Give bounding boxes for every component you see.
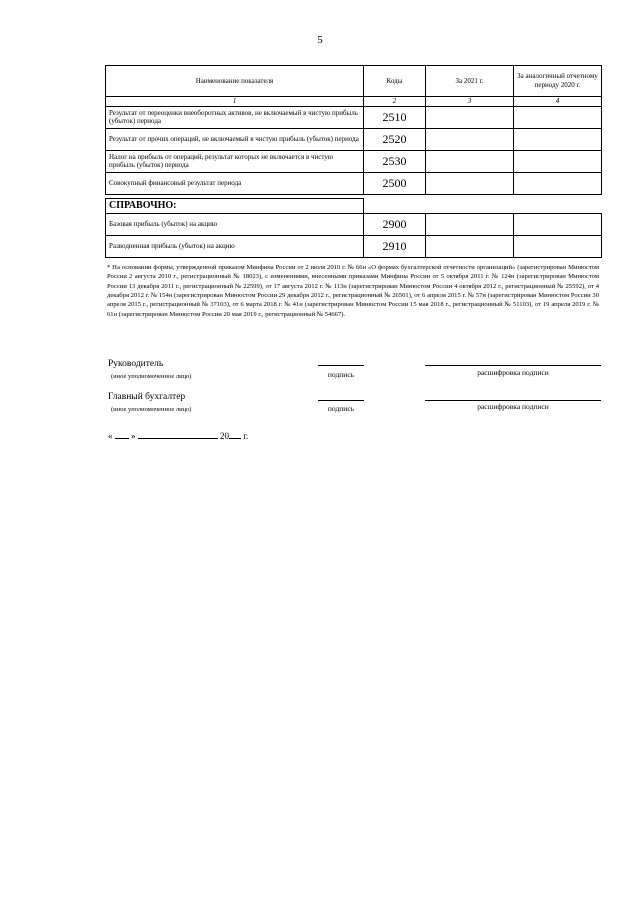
head-role-note: (иное уполномоченное лицо): [111, 373, 192, 380]
row-previous-value[interactable]: [514, 236, 602, 258]
date-day-field[interactable]: [115, 429, 129, 439]
row-previous-value[interactable]: [514, 214, 602, 236]
footnote: * На основании формы, утвержденной приказом Минфина России от 2 июля 2010 г. № 66н «О формах бухгалтерской отчетности организаций» (зарегистрирован Минюстом России 2 августа 2010 г., регистрационный № 18023), с изменениями, внесенными приказами Минфина России от 5 октября 2011 г. № 124н (зарегистрирован Минюстом России 13 декабря 2011 г., регистрационный № 22599), от 17 августа 2012 г. № 113н (зарегистрирован Минюстом России 4 октября 2012 г., регистрационный № 25592), от 4 декабря 2012 г. № 154н (зарегистрирован Минюстом России 29 декабря 2012 г., регистрационный № 26501), от 6 апреля 2015 г. № 57н (зарегистрирован Минюстом России 30 апреля 2015 г., регистрационный № 37103), от 6 марта 2018 г. № 41н (зарегистрирован Минюстом России 15 мая 2018 г., регистрационный № 51103), от 19 апреля 2019 г. № 61н (зарегистрирован Минюстом России 20 мая 2019 г., регистрационный № 54667).: [107, 264, 599, 318]
row-name: Разводненная прибыль (убыток) на акцию: [106, 236, 364, 258]
reference-section-title: СПРАВОЧНО:: [106, 198, 364, 214]
table-row: [106, 106, 602, 128]
accountant-role-note: (иное уполномоченное лицо): [111, 406, 192, 413]
header-previous-period: За аналогичный отчетному периоду 2020 г.: [514, 66, 602, 97]
table-row: [106, 172, 602, 194]
row-name: Налог на прибыль от операций, результат которых не включается в чистую прибыль (убыток) периода: [106, 150, 364, 172]
date-month-field[interactable]: [138, 429, 218, 439]
row-code: 2500: [364, 172, 426, 194]
accountant-role: Главный бухгалтер: [108, 392, 186, 402]
date-year-prefix: 20: [220, 431, 229, 441]
row-code: 2530: [364, 150, 426, 172]
row-current-value[interactable]: [426, 150, 514, 172]
column-index: 1: [106, 97, 364, 107]
header-current-period: За 2021 г.: [426, 66, 514, 97]
page-number: 5: [317, 34, 323, 46]
row-name: Результат от переоценки внеоборотных активов, не включаемый в чистую прибыль (убыток) периода: [106, 106, 364, 128]
head-decode-line[interactable]: [425, 365, 601, 366]
column-index-row: [106, 97, 602, 107]
head-signature-caption: подпись: [327, 370, 355, 379]
header-name: Наименование показателя: [106, 66, 364, 97]
row-code: 2520: [364, 128, 426, 150]
head-signature-line[interactable]: [318, 365, 364, 366]
row-code: 2510: [364, 106, 426, 128]
head-role: Руководитель: [108, 359, 164, 369]
row-name: Совокупный финансовый результат периода: [106, 172, 364, 194]
table-row: [106, 150, 602, 172]
date-year-suffix: г.: [243, 431, 249, 441]
column-index: 2: [364, 97, 426, 107]
head-decode-caption: расшифровка подписи: [477, 368, 549, 377]
table-row: [106, 214, 602, 236]
row-current-value[interactable]: [426, 214, 514, 236]
row-previous-value[interactable]: [514, 128, 602, 150]
reference-section-row: [106, 198, 602, 214]
row-previous-value[interactable]: [514, 150, 602, 172]
column-index: 4: [514, 97, 602, 107]
row-current-value[interactable]: [426, 106, 514, 128]
row-name: Результат от прочих операций, не включаемый в чистую прибыль (убыток) периода: [106, 128, 364, 150]
table-row: [106, 236, 602, 258]
date-open-quote: «: [108, 431, 113, 441]
row-code: 2900: [364, 214, 426, 236]
row-code: 2910: [364, 236, 426, 258]
date-line: [108, 429, 248, 441]
row-current-value[interactable]: [426, 236, 514, 258]
accountant-decode-line[interactable]: [425, 400, 601, 401]
accountant-decode-caption: расшифровка подписи: [477, 402, 549, 411]
row-current-value[interactable]: [426, 172, 514, 194]
table-row: [106, 128, 602, 150]
date-close-quote: »: [131, 431, 136, 441]
row-previous-value[interactable]: [514, 106, 602, 128]
accountant-signature-caption: подпись: [327, 404, 355, 413]
accountant-signature-line[interactable]: [318, 400, 364, 401]
date-year-field[interactable]: [229, 429, 241, 439]
row-current-value[interactable]: [426, 128, 514, 150]
header-code: Коды: [364, 66, 426, 97]
row-previous-value[interactable]: [514, 172, 602, 194]
column-index: 3: [426, 97, 514, 107]
table-header-row: [106, 66, 602, 97]
financial-results-table: [105, 65, 602, 258]
row-name: Базовая прибыль (убыток) на акцию: [106, 214, 364, 236]
